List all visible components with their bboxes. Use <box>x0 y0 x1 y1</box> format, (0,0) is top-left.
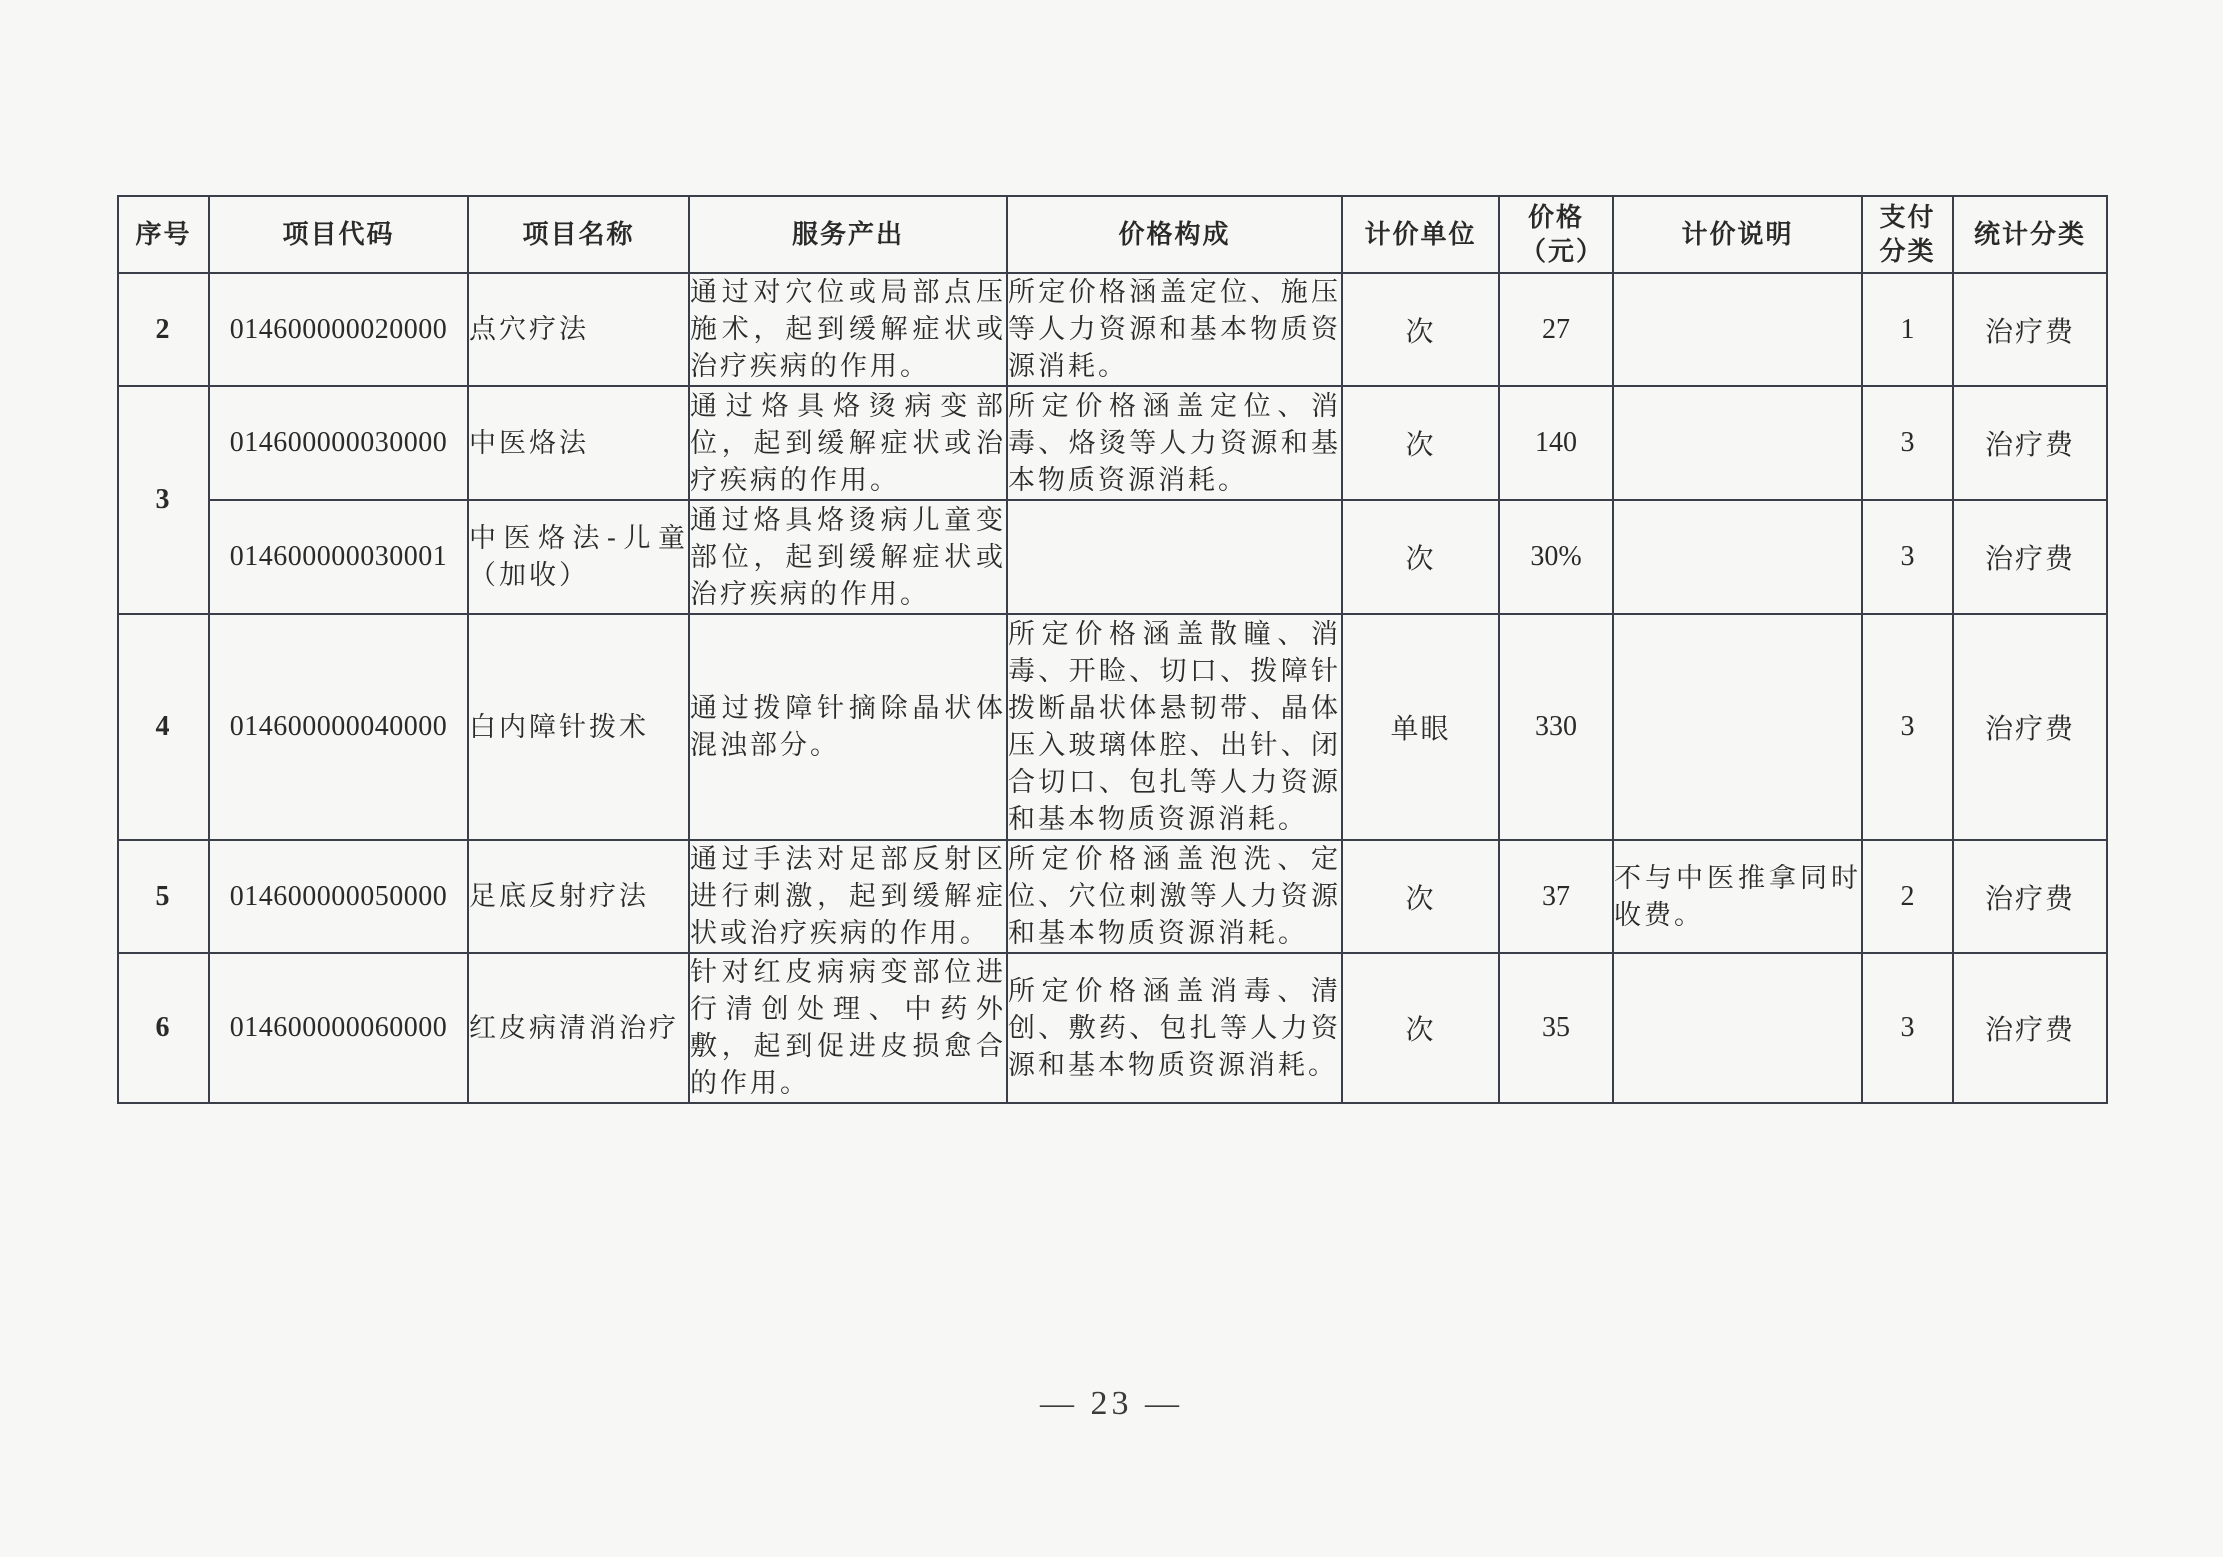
cell-note <box>1613 614 1862 840</box>
table-row <box>118 386 2107 500</box>
table-row <box>118 500 2107 614</box>
cell-output: 通过对穴位或局部点压施术，起到缓解症状或治疗疾病的作用。 <box>689 273 1007 386</box>
cell-name: 足底反射疗法 <box>468 840 689 953</box>
cell-unit: 次 <box>1342 386 1499 500</box>
header-output: 服务产出 <box>689 196 1007 273</box>
cell-stat: 治疗费 <box>1953 840 2107 953</box>
cell-output: 针对红皮病病变部位进行清创处理、中药外敷，起到促进皮损愈合的作用。 <box>689 953 1007 1103</box>
cell-stat: 治疗费 <box>1953 386 2107 500</box>
table-row <box>118 614 2107 840</box>
header-row <box>118 196 2107 273</box>
cell-price: 140 <box>1499 386 1613 500</box>
cell-pay: 3 <box>1862 386 1953 500</box>
cell-composition: 所定价格涵盖消毒、清创、敷药、包扎等人力资源和基本物质资源消耗。 <box>1007 953 1342 1103</box>
table-row <box>118 953 2107 1103</box>
cell-note <box>1613 953 1862 1103</box>
cell-pay: 3 <box>1862 953 1953 1103</box>
cell-seq: 5 <box>118 840 209 953</box>
cell-code: 014600000020000 <box>209 273 468 386</box>
table-row <box>118 840 2107 953</box>
cell-name: 点穴疗法 <box>468 273 689 386</box>
cell-price: 27 <box>1499 273 1613 386</box>
cell-price: 330 <box>1499 614 1613 840</box>
cell-price: 30% <box>1499 500 1613 614</box>
header-unit: 计价单位 <box>1342 196 1499 273</box>
cell-pay: 3 <box>1862 500 1953 614</box>
cell-name: 红皮病清消治疗 <box>468 953 689 1103</box>
cell-output: 通过烙具烙烫病变部位，起到缓解症状或治疗疾病的作用。 <box>689 386 1007 500</box>
cell-output: 通过烙具烙烫病儿童变部位，起到缓解症状或治疗疾病的作用。 <box>689 500 1007 614</box>
cell-unit: 单眼 <box>1342 614 1499 840</box>
cell-code: 014600000030001 <box>209 500 468 614</box>
pricing-table <box>117 195 2108 1104</box>
cell-output: 通过手法对足部反射区进行刺激，起到缓解症状或治疗疾病的作用。 <box>689 840 1007 953</box>
cell-name: 中医烙法-儿童（加收） <box>468 500 689 614</box>
table-header <box>118 196 2107 273</box>
header-pay: 支付分类 <box>1862 196 1953 273</box>
cell-unit: 次 <box>1342 953 1499 1103</box>
table-body <box>118 273 2107 1103</box>
cell-code: 014600000050000 <box>209 840 468 953</box>
cell-unit: 次 <box>1342 273 1499 386</box>
cell-note: 不与中医推拿同时收费。 <box>1613 840 1862 953</box>
cell-note <box>1613 273 1862 386</box>
header-code: 项目代码 <box>209 196 468 273</box>
cell-code: 014600000040000 <box>209 614 468 840</box>
cell-pay: 2 <box>1862 840 1953 953</box>
cell-seq: 2 <box>118 273 209 386</box>
cell-stat: 治疗费 <box>1953 953 2107 1103</box>
cell-composition: 所定价格涵盖定位、施压等人力资源和基本物质资源消耗。 <box>1007 273 1342 386</box>
cell-seq: 6 <box>118 953 209 1103</box>
cell-composition: 所定价格涵盖泡洗、定位、穴位刺激等人力资源和基本物质资源消耗。 <box>1007 840 1342 953</box>
cell-note <box>1613 500 1862 614</box>
cell-pay: 3 <box>1862 614 1953 840</box>
cell-pay: 1 <box>1862 273 1953 386</box>
cell-code: 014600000060000 <box>209 953 468 1103</box>
cell-stat: 治疗费 <box>1953 273 2107 386</box>
cell-output: 通过拨障针摘除晶状体混浊部分。 <box>689 614 1007 840</box>
page-number: — 23 — <box>1040 1385 1183 1422</box>
cell-composition <box>1007 500 1342 614</box>
header-name: 项目名称 <box>468 196 689 273</box>
cell-unit: 次 <box>1342 840 1499 953</box>
cell-seq: 4 <box>118 614 209 840</box>
cell-note <box>1613 386 1862 500</box>
cell-name: 白内障针拨术 <box>468 614 689 840</box>
header-composition: 价格构成 <box>1007 196 1342 273</box>
cell-composition: 所定价格涵盖定位、消毒、烙烫等人力资源和基本物质资源消耗。 <box>1007 386 1342 500</box>
table-row <box>118 273 2107 386</box>
header-price: 价格（元） <box>1499 196 1613 273</box>
cell-code: 014600000030000 <box>209 386 468 500</box>
cell-name: 中医烙法 <box>468 386 689 500</box>
cell-price: 37 <box>1499 840 1613 953</box>
cell-price: 35 <box>1499 953 1613 1103</box>
header-seq: 序号 <box>118 196 209 273</box>
cell-seq: 3 <box>118 386 209 614</box>
header-note: 计价说明 <box>1613 196 1862 273</box>
header-stat: 统计分类 <box>1953 196 2107 273</box>
cell-unit: 次 <box>1342 500 1499 614</box>
cell-stat: 治疗费 <box>1953 614 2107 840</box>
cell-composition: 所定价格涵盖散瞳、消毒、开睑、切口、拨障针拨断晶状体悬韧带、晶体压入玻璃体腔、出针、闭合切口、包扎等人力资源和基本物质资源消耗。 <box>1007 614 1342 840</box>
cell-stat: 治疗费 <box>1953 500 2107 614</box>
